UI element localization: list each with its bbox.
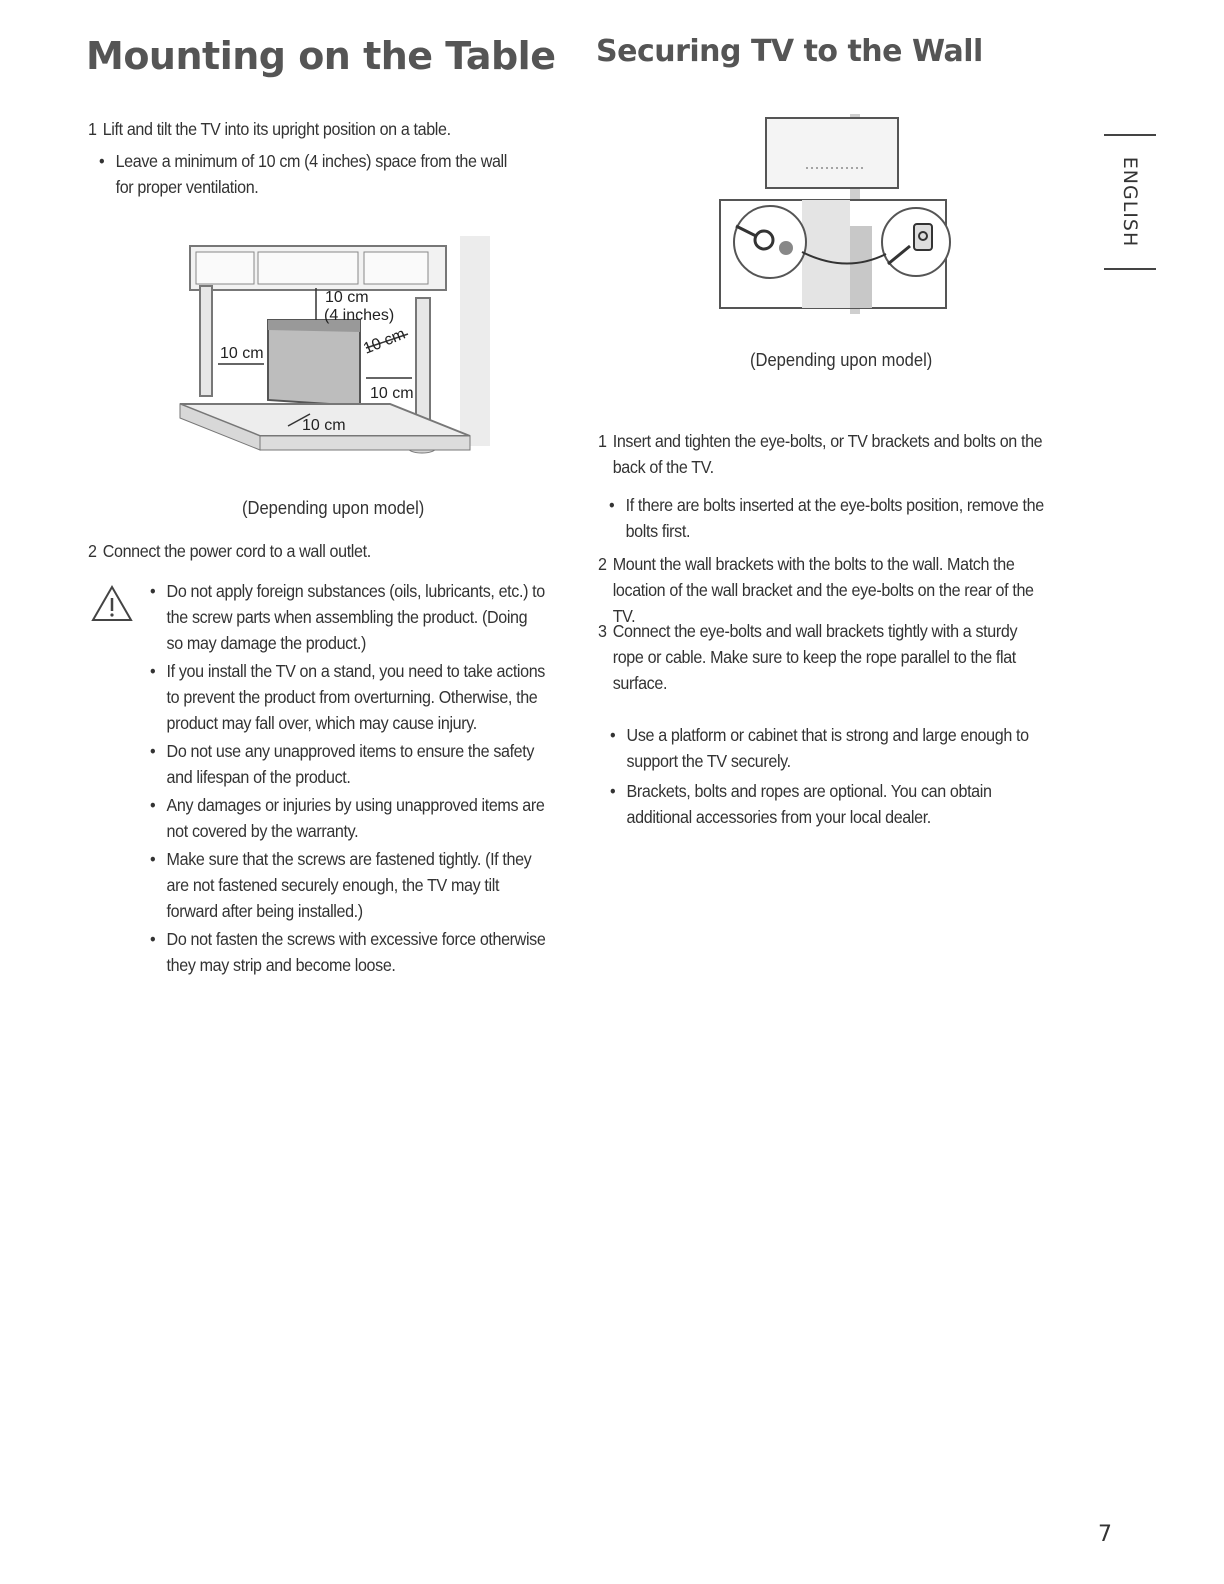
- tv: [268, 320, 360, 406]
- dim-bottom-label: 10 cm: [302, 417, 346, 434]
- dim-top-label-inches: (4 inches): [324, 307, 395, 324]
- bullet-dot: •: [150, 795, 156, 815]
- bullet-dot: •: [150, 849, 156, 869]
- tv-on-stand-illustration: [160, 236, 500, 466]
- step-text: Mount the wall brackets with the bolts to the wall. Match the location of the wall bracket and the eye-bolts on the rear of the TV.: [612, 554, 1034, 626]
- language-tab: [1104, 134, 1156, 270]
- warning-list: [150, 578, 547, 978]
- warning-item: • Any damages or injuries by using unapproved items are not covered by the warranty.: [150, 792, 547, 844]
- warning-item: • Make sure that the screws are fastened tightly. (If they are not fastened securely enough, the TV may tilt forward after being installed.): [150, 846, 547, 924]
- step-number: 1: [598, 431, 607, 451]
- left-speaker: [200, 286, 212, 396]
- eye-bolt-zoom: [734, 206, 806, 278]
- dim-top-label-cm: 10 cm: [325, 289, 369, 306]
- step-text: Lift and tilt the TV into its upright position on a table.: [102, 119, 451, 139]
- bullet-dot: •: [99, 151, 105, 171]
- warning-triangle-icon: [90, 584, 134, 624]
- step-text: Insert and tighten the eye-bolts, or TV brackets and bolts on the back of the TV.: [612, 431, 1043, 477]
- bullet-dot: •: [150, 581, 156, 601]
- note-item: • Brackets, bolts and ropes are optional. You can obtain additional accessories from your local dealer.: [610, 778, 1046, 830]
- warning-item: • Do not fasten the screws with excessive force otherwise they may strip and become loose.: [150, 926, 547, 978]
- bullet-dot: •: [610, 781, 616, 801]
- page-number: 7: [1098, 1522, 1112, 1547]
- page-title-securing-tv: Securing TV to the Wall: [596, 34, 983, 69]
- page-title-mounting-on-table: Mounting on the Table: [86, 34, 556, 78]
- left-figure-caption: (Depending upon model): [242, 498, 425, 518]
- bullet-text: If there are bolts inserted at the eye-bolts position, remove the bolts first.: [625, 495, 1044, 541]
- note-item: • Use a platform or cabinet that is strong and large enough to support the TV securely.: [610, 722, 1046, 774]
- warning-item: • If you install the TV on a stand, you need to take actions to prevent the product from overturning. Otherwise, the product may fall over, which may cause injury.: [150, 658, 547, 736]
- step-number: 1: [88, 119, 97, 139]
- tv-top-view: [766, 118, 898, 188]
- right-step-3: [598, 618, 1045, 696]
- bullet-dot: •: [610, 725, 616, 745]
- right-notes: [610, 722, 1046, 830]
- bullet-text: Leave a minimum of 10 cm (4 inches) space from the wall for proper ventilation.: [115, 151, 507, 197]
- step-number: 2: [88, 541, 97, 561]
- step-text: Connect the power cord to a wall outlet.: [102, 541, 371, 561]
- bullet-dot: •: [609, 495, 615, 515]
- right-figure-caption: (Depending upon model): [750, 350, 933, 370]
- step-number: 2: [598, 554, 607, 574]
- dim-right-diag-label: 10 cm: [361, 325, 408, 358]
- bullet-dot: •: [150, 661, 156, 681]
- dim-right-label: 10 cm: [370, 385, 414, 402]
- dim-left-label: 10 cm: [220, 345, 264, 362]
- bullet-dot: •: [150, 741, 156, 761]
- right-step-1: [598, 428, 1045, 544]
- left-step-2: [88, 538, 520, 564]
- wall-securing-illustration: [716, 114, 980, 314]
- language-label: ENGLISH: [1119, 156, 1141, 248]
- left-step-1: [88, 116, 520, 200]
- warning-item: • Do not apply foreign substances (oils, lubricants, etc.) to the screw parts when assembling the product. (Doing so may damage the product.): [150, 578, 547, 656]
- step-text: Connect the eye-bolts and wall brackets tightly with a sturdy rope or cable. Make sure to keep the rope parallel to the flat surface.: [612, 621, 1018, 693]
- bullet-dot: •: [150, 929, 156, 949]
- step-number: 3: [598, 621, 607, 641]
- warning-item: • Do not use any unapproved items to ensure the safety and lifespan of the product.: [150, 738, 547, 790]
